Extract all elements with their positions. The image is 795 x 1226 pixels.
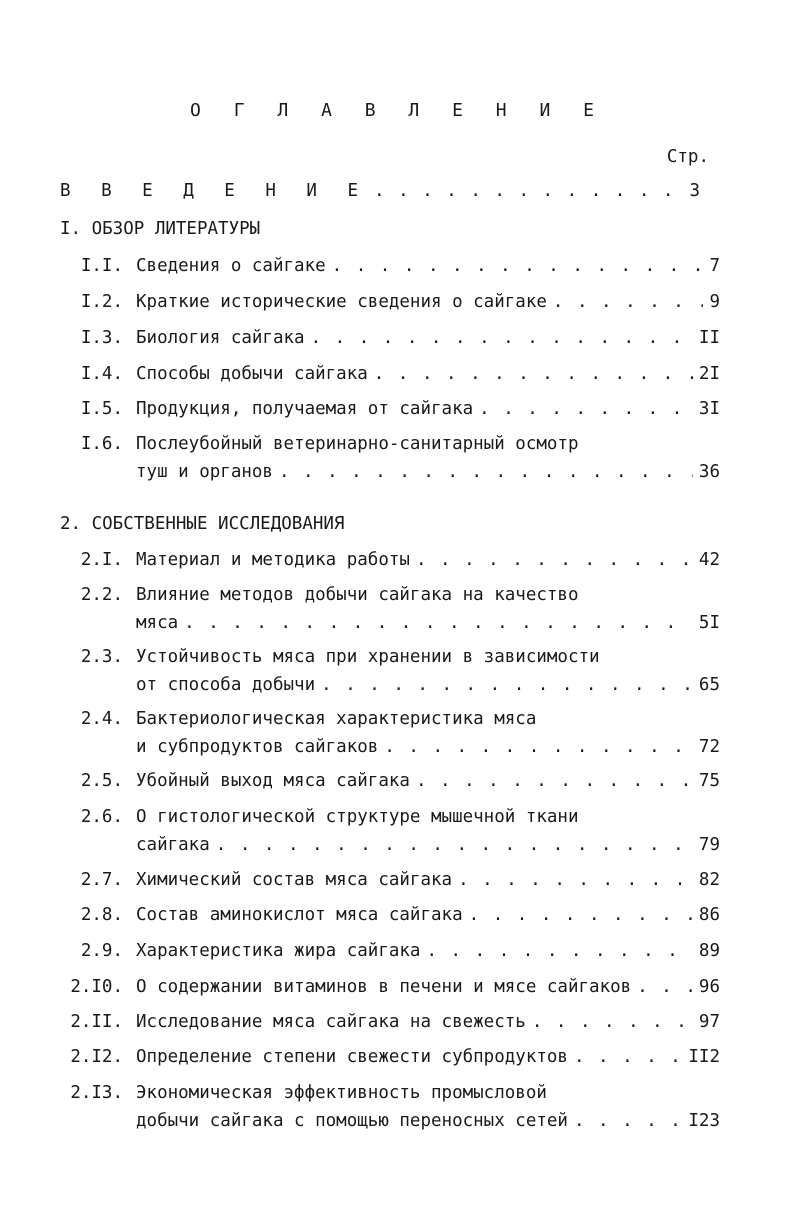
toc-row-page: 42: [698, 550, 720, 570]
toc-row-text: Бактериологическая характеристика мяса: [136, 709, 537, 729]
dot-leader: [384, 737, 693, 757]
dot-leader: [532, 1012, 693, 1032]
toc-row-text: добычи сайгака с помощью переносных сетей: [136, 1111, 568, 1131]
toc-row: [60, 256, 720, 276]
toc-row-text: Исследование мяса сайгака на свежесть: [136, 1012, 526, 1032]
toc-row-number: 2.3.: [80, 647, 123, 667]
toc-row-page: 79: [698, 835, 720, 855]
toc-row-text: Химический состав мяса сайгака: [136, 870, 453, 890]
toc-row: [60, 977, 720, 997]
toc-row-number: I.3.: [80, 328, 123, 348]
dot-leader: [469, 905, 693, 925]
toc-row-page: 89: [698, 941, 720, 961]
toc-row-text: туш и органов: [136, 462, 273, 482]
toc-row-number: 2.5.: [80, 771, 123, 791]
toc-row-page: 72: [698, 737, 720, 757]
toc-row-text: Материал и методика работы: [136, 550, 410, 570]
dot-leader: [332, 256, 704, 276]
toc-row-text: Определение степени свежести субпродуктов: [136, 1047, 568, 1067]
toc-row-page: 2I: [698, 364, 720, 384]
dot-leader: [426, 941, 692, 961]
dot-leader: [458, 870, 693, 890]
dot-leader: [374, 181, 683, 201]
toc-row-number: I.2.: [80, 292, 123, 312]
toc-row-page: 75: [698, 771, 720, 791]
toc-row-page: 9: [709, 292, 720, 312]
toc-row-text: мяса: [136, 613, 179, 633]
toc-row: [60, 905, 720, 925]
toc-row: [60, 807, 720, 855]
toc-row-page: 3I: [698, 399, 720, 419]
toc-row-number: 2.I.: [80, 550, 123, 570]
toc-row-number: I.4.: [80, 364, 123, 384]
toc-row-page: II: [698, 328, 720, 348]
section-heading-research: 2. СОБСТВЕННЫЕ ИССЛЕДОВАНИЯ: [60, 514, 345, 534]
toc-row-number: I.6.: [80, 434, 123, 454]
dot-leader: [479, 399, 693, 419]
toc-row-page: 96: [698, 977, 720, 997]
toc-row-text: Сведения о сайгаке: [136, 256, 326, 276]
toc-row-number: 2.2.: [80, 585, 123, 605]
dot-leader: [553, 292, 704, 312]
toc-row: [60, 585, 720, 633]
toc-row: [60, 1083, 720, 1131]
intro-page: 3: [689, 181, 700, 201]
dot-leader: [279, 462, 693, 482]
toc-row-text: Влияние методов добычи сайгака на качество: [136, 585, 579, 605]
toc-row-number: 2.I2.: [70, 1047, 123, 1067]
toc-row: [60, 550, 720, 570]
dot-leader: [184, 613, 693, 633]
toc-row-page: 65: [698, 675, 720, 695]
toc-row-text: Продукция, получаемая от сайгака: [136, 399, 474, 419]
toc-row-page: 5I: [698, 613, 720, 633]
dot-leader: [321, 675, 693, 695]
toc-row-text: от способа добычи: [136, 675, 316, 695]
section-heading-literature: I. ОБЗОР ЛИТЕРАТУРЫ: [60, 219, 261, 239]
toc-row-number: 2.7.: [80, 870, 123, 890]
dot-leader: [416, 550, 693, 570]
toc-row: [60, 292, 720, 312]
toc-row-text: О гистологической структуре мышечной ткани: [136, 807, 579, 827]
toc-row-number: 2.II.: [70, 1012, 123, 1032]
toc-row: [60, 709, 720, 757]
dot-leader: [416, 771, 693, 791]
toc-row-page: 36: [698, 462, 720, 482]
toc-row-number: 2.6.: [80, 807, 123, 827]
dot-leader: [574, 1047, 682, 1067]
toc-row-number: 2.I3.: [70, 1083, 123, 1103]
toc-row: [60, 434, 720, 482]
toc-row-text: Послеубойный ветеринарно-санитарный осмотр: [136, 434, 579, 454]
toc-row: [60, 1012, 720, 1032]
dot-leader: [311, 328, 693, 348]
toc-row-text: Убойный выход мяса сайгака: [136, 771, 410, 791]
toc-row: [60, 941, 720, 961]
toc-row-text: О содержании витаминов в печени и мясе сайгаков: [136, 977, 632, 997]
toc-row-number: 2.I0.: [70, 977, 123, 997]
toc-row-text: Экономическая эффективность промысловой: [136, 1083, 547, 1103]
toc-row-number: I.5.: [80, 399, 123, 419]
toc-row: [60, 870, 720, 890]
toc-row: [60, 771, 720, 791]
toc-row-number: I.I.: [80, 256, 123, 276]
dot-leader: [216, 835, 693, 855]
toc-row-text: Биология сайгака: [136, 328, 305, 348]
toc-row-text: Характеристика жира сайгака: [136, 941, 421, 961]
toc-title: О Г Л А В Л Е Н И Е: [190, 100, 605, 121]
toc-row-page: 7: [709, 256, 720, 276]
toc-row-number: 2.9.: [80, 941, 123, 961]
toc-intro-row: [60, 181, 700, 201]
toc-row-number: 2.8.: [80, 905, 123, 925]
toc-row-page: II2: [688, 1047, 720, 1067]
toc-row: [60, 364, 720, 384]
toc-row: [60, 328, 720, 348]
toc-row-text: и субпродуктов сайгаков: [136, 737, 379, 757]
toc-row-page: 86: [698, 905, 720, 925]
toc-row-page: 97: [698, 1012, 720, 1032]
toc-row-text: Устойчивость мяса при хранении в зависимости: [136, 647, 600, 667]
toc-row-text: Состав аминокислот мяса сайгака: [136, 905, 463, 925]
intro-label: В В Е Д Е Н И Е: [60, 181, 369, 201]
toc-row-text: Способы добычи сайгака: [136, 364, 368, 384]
toc-row: [60, 647, 720, 695]
toc-row-text: Краткие исторические сведения о сайгаке: [136, 292, 547, 312]
toc-row-page: 82: [698, 870, 720, 890]
toc-row-page: I23: [688, 1111, 720, 1131]
dot-leader: [574, 1111, 682, 1131]
toc-row: [60, 1047, 720, 1067]
toc-row-number: 2.4.: [80, 709, 123, 729]
toc-row: [60, 399, 720, 419]
toc-row-text: сайгака: [136, 835, 210, 855]
page-column-label: Стр.: [666, 147, 709, 167]
dot-leader: [374, 364, 693, 384]
dot-leader: [637, 977, 693, 997]
